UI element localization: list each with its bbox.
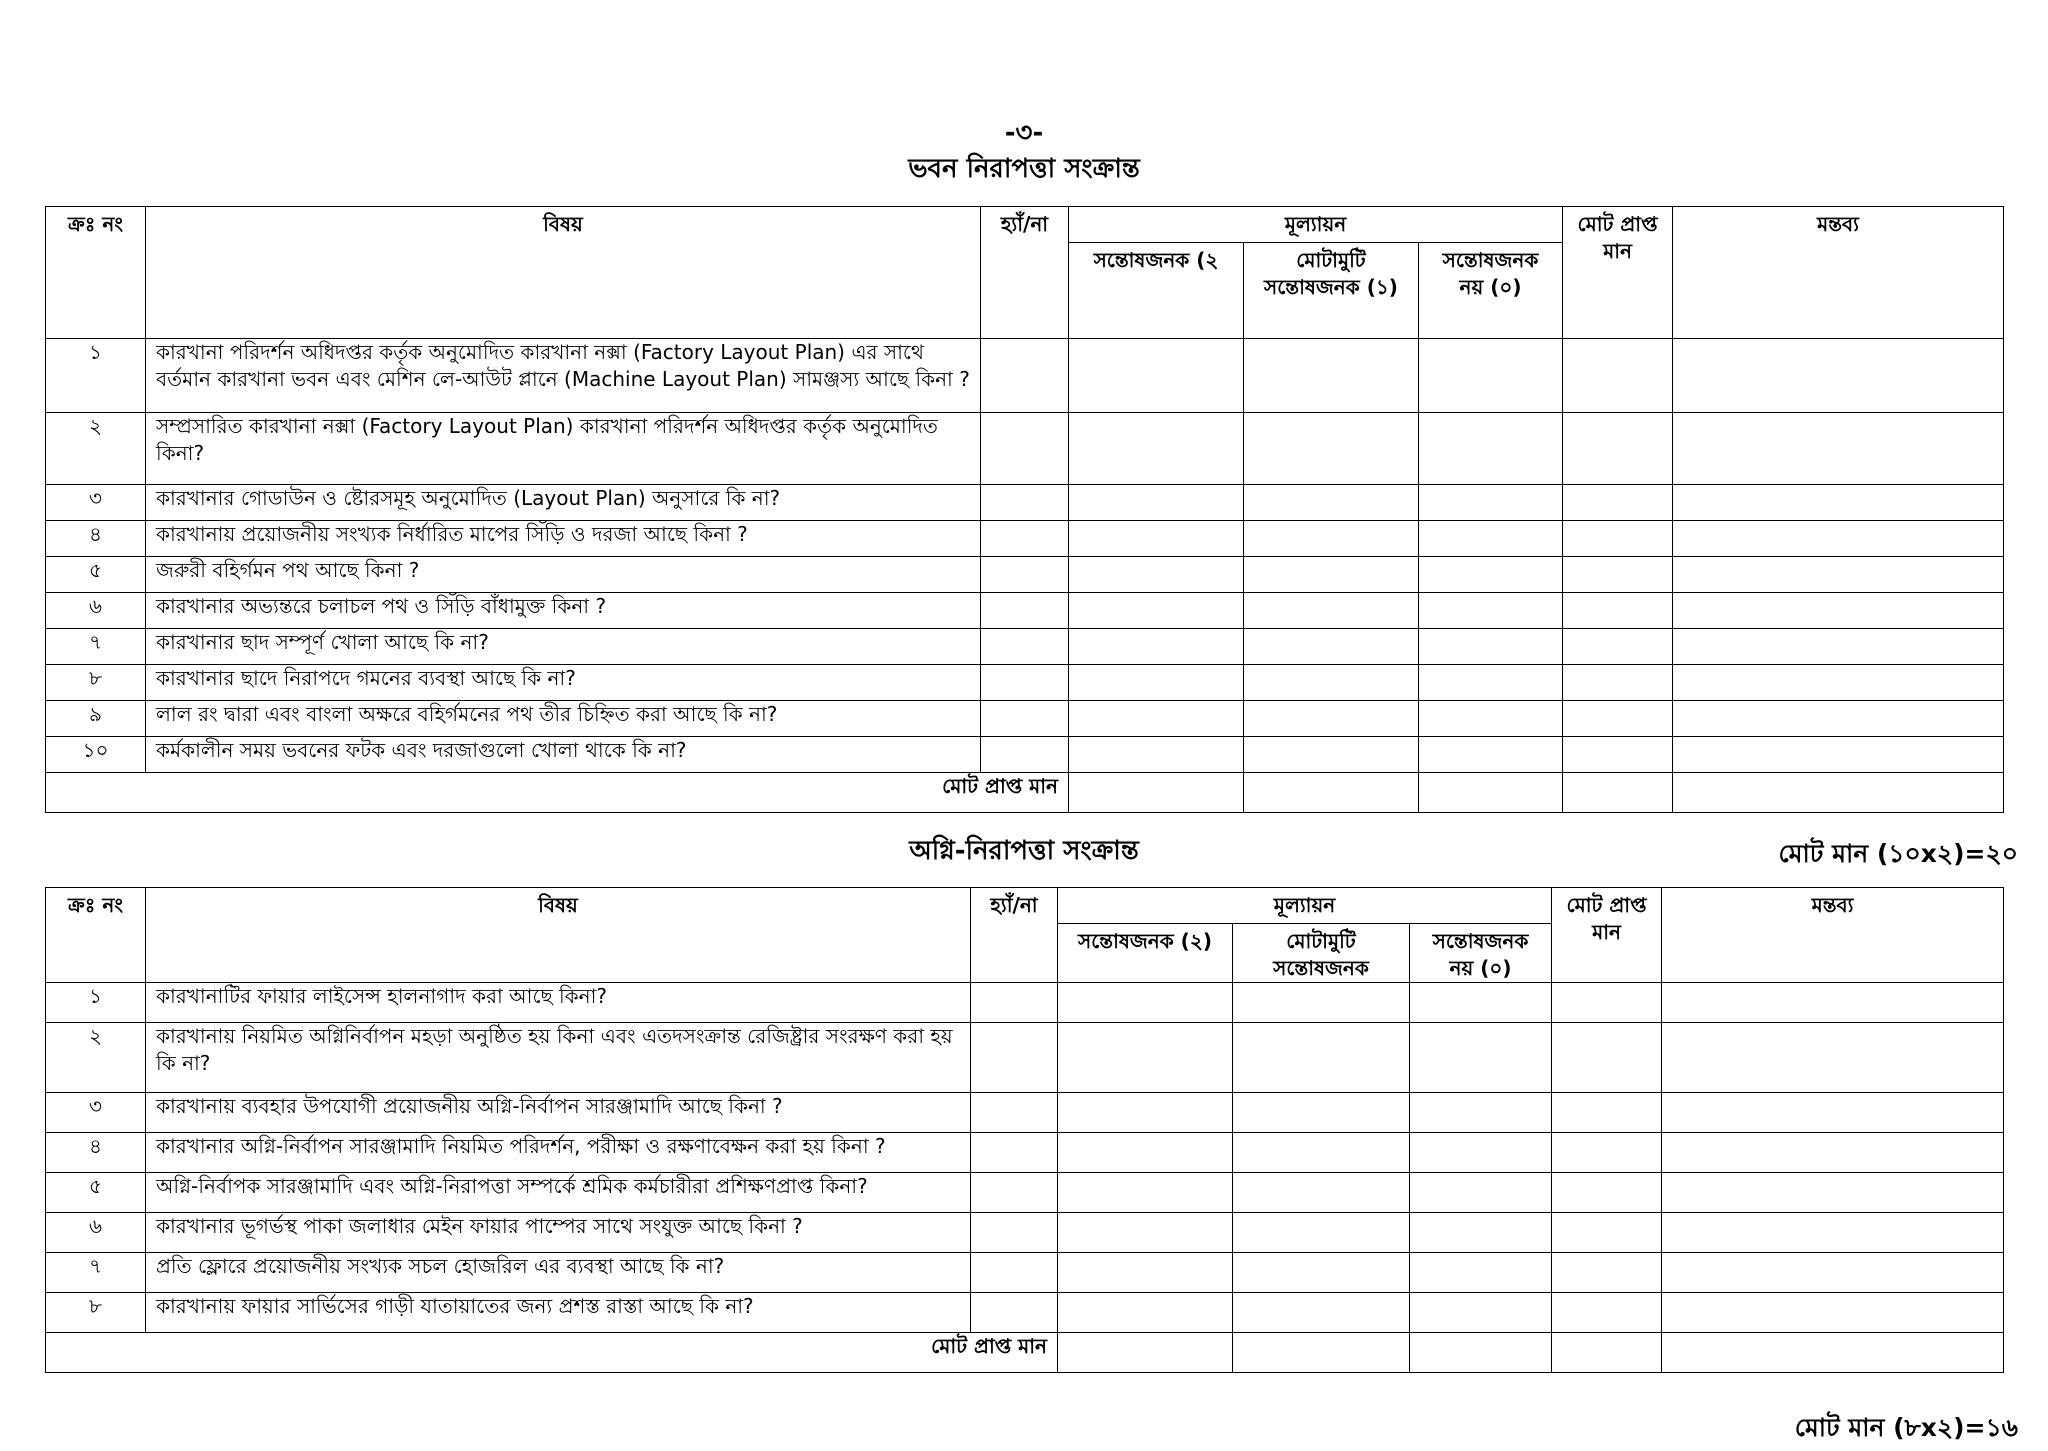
serial-number: ৯ <box>46 701 146 737</box>
unsatisfactory-cell[interactable] <box>1419 737 1563 773</box>
serial-number: ৮ <box>46 665 146 701</box>
serial-number: ৫ <box>46 1173 146 1213</box>
building-safety-table <box>45 206 2004 813</box>
subject-text: লাল রং দ্বারা এবং বাংলা অক্ষরে বহির্গমনের পথ তীর চিহ্নিত করা আছে কি না? <box>146 701 981 737</box>
remarks-cell[interactable] <box>1662 1253 2004 1293</box>
yes-no-cell[interactable] <box>981 339 1069 413</box>
total-cell[interactable] <box>1673 773 2004 813</box>
moderate-header: মোটামুটি সন্তোষজনক <box>1233 924 1410 983</box>
unsatisfactory-header: সন্তোষজনক নয় (০) <box>1410 924 1552 983</box>
total-obtained-label: মোট প্রাপ্ত মান <box>46 1333 1058 1373</box>
unsatisfactory-cell[interactable] <box>1419 701 1563 737</box>
total-obtained-header: মোট প্রাপ্ত মান <box>1552 888 1662 983</box>
serial-header: ক্রঃ নং <box>46 888 146 983</box>
table-row <box>46 701 2004 737</box>
unsatisfactory-cell[interactable] <box>1410 1253 1552 1293</box>
moderate-cell[interactable] <box>1244 485 1419 521</box>
remarks-cell[interactable] <box>1662 1293 2004 1333</box>
unsatisfactory-cell[interactable] <box>1410 1023 1552 1093</box>
remarks-cell[interactable] <box>1673 737 2004 773</box>
total-obtained-label: মোট প্রাপ্ত মান <box>46 773 1069 813</box>
serial-number: ৫ <box>46 557 146 593</box>
satisfactory-cell[interactable] <box>1069 557 1244 593</box>
serial-number: ৬ <box>46 1213 146 1253</box>
satisfactory-cell[interactable] <box>1069 701 1244 737</box>
remarks-cell[interactable] <box>1662 1133 2004 1173</box>
remarks-cell[interactable] <box>1673 339 2004 413</box>
moderate-cell[interactable] <box>1244 413 1419 485</box>
total-obtained-cell[interactable] <box>1563 485 1673 521</box>
unsatisfactory-cell[interactable] <box>1410 1213 1552 1253</box>
yes-no-cell[interactable] <box>971 1253 1058 1293</box>
yes-no-cell[interactable] <box>981 593 1069 629</box>
unsatisfactory-cell[interactable] <box>1419 485 1563 521</box>
serial-number: ৩ <box>46 485 146 521</box>
remarks-cell[interactable] <box>1662 1093 2004 1133</box>
table-row <box>46 339 2004 413</box>
subject-text: কারখানা পরিদর্শন অধিদপ্তর কর্তৃক অনুমোদিত কারখানা নক্সা (Factory Layout Plan) এর সাথে বর্তমান কারখানা ভবন এবং মেশিন লে-আউট প্লানে (Machine Layout Plan) সামঞ্জস্য আছে কিনা ? <box>146 339 981 413</box>
table-row <box>46 983 2004 1023</box>
yes-no-cell[interactable] <box>971 1023 1058 1093</box>
remarks-cell[interactable] <box>1662 1213 2004 1253</box>
yes-no-cell[interactable] <box>981 485 1069 521</box>
moderate-cell[interactable] <box>1244 701 1419 737</box>
moderate-cell[interactable] <box>1233 1213 1410 1253</box>
serial-number: ১ <box>46 339 146 413</box>
moderate-cell[interactable] <box>1233 1133 1410 1173</box>
unsatisfactory-cell[interactable] <box>1419 629 1563 665</box>
table-row <box>46 629 2004 665</box>
total-obtained-cell[interactable] <box>1563 665 1673 701</box>
subject-text: কারখানাটির ফায়ার লাইসেন্স হালনাগাদ করা আছে কিনা? <box>146 983 971 1023</box>
remarks-header: মন্তব্য <box>1673 207 2004 339</box>
table-row <box>46 1253 2004 1293</box>
total-obtained-cell[interactable] <box>1563 557 1673 593</box>
total-cell[interactable] <box>1233 1333 1410 1373</box>
subject-text: কারখানার ছাদে নিরাপদে গমনের ব্যবস্থা আছে কি না? <box>146 665 981 701</box>
total-obtained-cell[interactable] <box>1563 629 1673 665</box>
total-cell[interactable] <box>1662 1333 2004 1373</box>
unsatisfactory-cell[interactable] <box>1419 557 1563 593</box>
unsatisfactory-cell[interactable] <box>1410 983 1552 1023</box>
moderate-cell[interactable] <box>1244 737 1419 773</box>
yes-no-header: হ্যাঁ/না <box>971 888 1058 983</box>
satisfactory-header: সন্তোষজনক (২ <box>1069 243 1244 339</box>
serial-number: ৪ <box>46 1133 146 1173</box>
total-obtained-header: মোট প্রাপ্ত মান <box>1563 207 1673 339</box>
serial-number: ৭ <box>46 629 146 665</box>
total-obtained-cell[interactable] <box>1552 1213 1662 1253</box>
unsatisfactory-cell[interactable] <box>1410 1293 1552 1333</box>
total-obtained-cell[interactable] <box>1563 413 1673 485</box>
serial-number: ২ <box>46 1023 146 1093</box>
total-cell[interactable] <box>1069 773 1244 813</box>
unsatisfactory-cell[interactable] <box>1419 521 1563 557</box>
building-safety-title: ভবন নিরাপত্তা সংক্রান্ত <box>908 154 1140 184</box>
serial-number: ৪ <box>46 521 146 557</box>
table-row <box>46 413 2004 485</box>
yes-no-cell[interactable] <box>981 737 1069 773</box>
moderate-cell[interactable] <box>1233 1093 1410 1133</box>
fire-safety-table <box>45 887 2004 1373</box>
subject-header: বিষয় <box>146 888 971 983</box>
subject-text: কর্মকালীন সময় ভবনের ফটক এবং দরজাগুলো খোলা থাকে কি না? <box>146 737 981 773</box>
serial-number: ২ <box>46 413 146 485</box>
evaluation-header: মূল্যায়ন <box>1069 207 1563 243</box>
yes-no-cell[interactable] <box>971 1173 1058 1213</box>
satisfactory-cell[interactable] <box>1069 593 1244 629</box>
total-obtained-cell[interactable] <box>1552 983 1662 1023</box>
subject-text: কারখানার অভ্যন্তরে চলাচল পথ ও সিঁড়ি বাঁধামুক্ত কিনা ? <box>146 593 981 629</box>
building-total-marks: মোট মান (১০x২)=২০ <box>1778 839 2018 868</box>
subject-text: কারখানায় প্রয়োজনীয় সংখ্যক নির্ধারিত মাপের সিঁড়ি ও দরজা আছে কিনা ? <box>146 521 981 557</box>
moderate-cell[interactable] <box>1244 557 1419 593</box>
moderate-cell[interactable] <box>1233 1293 1410 1333</box>
serial-number: ১০ <box>46 737 146 773</box>
yes-no-cell[interactable] <box>971 1293 1058 1333</box>
subject-text: কারখানার ছাদ সম্পূর্ণ খোলা আছে কি না? <box>146 629 981 665</box>
satisfactory-cell[interactable] <box>1058 1173 1233 1213</box>
remarks-header: মন্তব্য <box>1662 888 2004 983</box>
serial-number: ৮ <box>46 1293 146 1333</box>
satisfactory-cell[interactable] <box>1058 1213 1233 1253</box>
table-row <box>46 521 2004 557</box>
moderate-cell[interactable] <box>1233 1173 1410 1213</box>
satisfactory-cell[interactable] <box>1069 521 1244 557</box>
satisfactory-cell[interactable] <box>1058 1133 1233 1173</box>
yes-no-cell[interactable] <box>981 413 1069 485</box>
moderate-cell[interactable] <box>1244 521 1419 557</box>
fire-safety-title: অগ্নি-নিরাপত্তা সংক্রান্ত <box>909 836 1139 866</box>
satisfactory-cell[interactable] <box>1069 737 1244 773</box>
yes-no-cell[interactable] <box>981 629 1069 665</box>
total-obtained-cell[interactable] <box>1563 701 1673 737</box>
satisfactory-cell[interactable] <box>1069 413 1244 485</box>
yes-no-cell[interactable] <box>971 1213 1058 1253</box>
total-obtained-cell[interactable] <box>1552 1293 1662 1333</box>
subject-text: কারখানায় ফায়ার সার্ভিসের গাড়ী যাতায়াতের জন্য প্রশস্ত রাস্তা আছে কি না? <box>146 1293 971 1333</box>
remarks-cell[interactable] <box>1662 1173 2004 1213</box>
satisfactory-cell[interactable] <box>1069 485 1244 521</box>
yes-no-cell[interactable] <box>981 701 1069 737</box>
serial-number: ৬ <box>46 593 146 629</box>
total-cell[interactable] <box>1563 773 1673 813</box>
remarks-cell[interactable] <box>1673 557 2004 593</box>
moderate-cell[interactable] <box>1233 983 1410 1023</box>
total-cell[interactable] <box>1419 773 1563 813</box>
table-row <box>46 1173 2004 1213</box>
total-obtained-cell[interactable] <box>1552 1093 1662 1133</box>
total-obtained-cell[interactable] <box>1552 1133 1662 1173</box>
yes-no-cell[interactable] <box>981 665 1069 701</box>
total-cell[interactable] <box>1244 773 1419 813</box>
subject-text: প্রতি ফ্লোরে প্রয়োজনীয় সংখ্যক সচল হোজরিল এর ব্যবস্থা আছে কি না? <box>146 1253 971 1293</box>
total-obtained-cell[interactable] <box>1563 521 1673 557</box>
yes-no-cell[interactable] <box>981 521 1069 557</box>
moderate-cell[interactable] <box>1233 1023 1410 1093</box>
table-row <box>46 593 2004 629</box>
table-row <box>46 1023 2004 1093</box>
unsatisfactory-cell[interactable] <box>1410 1173 1552 1213</box>
unsatisfactory-cell[interactable] <box>1410 1133 1552 1173</box>
table-row <box>46 1213 2004 1253</box>
yes-no-cell[interactable] <box>971 983 1058 1023</box>
evaluation-header: মূল্যায়ন <box>1058 888 1552 924</box>
subject-text: কারখানার ভূগর্ভস্থ পাকা জলাধার মেইন ফায়ার পাম্পের সাথে সংযুক্ত আছে কিনা ? <box>146 1213 971 1253</box>
total-obtained-cell[interactable] <box>1563 593 1673 629</box>
table-row <box>46 485 2004 521</box>
satisfactory-cell[interactable] <box>1058 1253 1233 1293</box>
total-cell[interactable] <box>1058 1333 1233 1373</box>
serial-number: ১ <box>46 983 146 1023</box>
moderate-cell[interactable] <box>1244 629 1419 665</box>
satisfactory-header: সন্তোষজনক (২) <box>1058 924 1233 983</box>
satisfactory-cell[interactable] <box>1058 1023 1233 1093</box>
subject-text: কারখানায় নিয়মিত অগ্নিনির্বাপন মহড়া অনুষ্ঠিত হয় কিনা এবং এতদসংক্রান্ত রেজিষ্ট্রার সংরক্ষণ করা হয় কি না? <box>146 1023 971 1093</box>
remarks-cell[interactable] <box>1662 983 2004 1023</box>
satisfactory-cell[interactable] <box>1058 1093 1233 1133</box>
table-row <box>46 557 2004 593</box>
remarks-cell[interactable] <box>1673 701 2004 737</box>
subject-text: কারখানার অগ্নি-নির্বাপন সারঞ্জামাদি নিয়মিত পরিদর্শন, পরীক্ষা ও রক্ষণাবেক্ষন করা হয় কিনা ? <box>146 1133 971 1173</box>
total-obtained-cell[interactable] <box>1563 737 1673 773</box>
subject-text: জরুরী বহির্গমন পথ আছে কিনা ? <box>146 557 981 593</box>
total-cell[interactable] <box>1552 1333 1662 1373</box>
satisfactory-cell[interactable] <box>1069 665 1244 701</box>
satisfactory-cell[interactable] <box>1058 983 1233 1023</box>
remarks-cell[interactable] <box>1673 521 2004 557</box>
satisfactory-cell[interactable] <box>1069 629 1244 665</box>
unsatisfactory-cell[interactable] <box>1419 665 1563 701</box>
moderate-cell[interactable] <box>1244 339 1419 413</box>
serial-number: ৩ <box>46 1093 146 1133</box>
remarks-cell[interactable] <box>1673 629 2004 665</box>
total-obtained-cell[interactable] <box>1552 1023 1662 1093</box>
satisfactory-cell[interactable] <box>1069 339 1244 413</box>
subject-header: বিষয় <box>146 207 981 339</box>
page-number: -৩- <box>1004 118 1044 148</box>
subject-text: সম্প্রসারিত কারখানা নক্সা (Factory Layout Plan) কারখানা পরিদর্শন অধিদপ্তর কর্তৃক অনুমোদিত কিনা? <box>146 413 981 485</box>
table-row <box>46 737 2004 773</box>
unsatisfactory-header: সন্তোষজনক নয় (০) <box>1419 243 1563 339</box>
table-row <box>46 665 2004 701</box>
remarks-cell[interactable] <box>1673 665 2004 701</box>
subject-text: কারখানায় ব্যবহার উপযোগী প্রয়োজনীয় অগ্নি-নির্বাপন সারঞ্জামাদি আছে কিনা ? <box>146 1093 971 1133</box>
table-row <box>46 1093 2004 1133</box>
serial-number: ৭ <box>46 1253 146 1293</box>
yes-no-cell[interactable] <box>971 1093 1058 1133</box>
unsatisfactory-cell[interactable] <box>1419 593 1563 629</box>
unsatisfactory-cell[interactable] <box>1410 1093 1552 1133</box>
moderate-cell[interactable] <box>1244 593 1419 629</box>
serial-header: ক্রঃ নং <box>46 207 146 339</box>
moderate-cell[interactable] <box>1233 1253 1410 1293</box>
subject-text: কারখানার গোডাউন ও ষ্টোরসমূহ অনুমোদিত (Layout Plan) অনুসারে কি না? <box>146 485 981 521</box>
remarks-cell[interactable] <box>1662 1023 2004 1093</box>
remarks-cell[interactable] <box>1673 485 2004 521</box>
total-obtained-cell[interactable] <box>1552 1173 1662 1213</box>
yes-no-cell[interactable] <box>971 1133 1058 1173</box>
table-row <box>46 1293 2004 1333</box>
satisfactory-cell[interactable] <box>1058 1293 1233 1333</box>
total-obtained-cell[interactable] <box>1563 339 1673 413</box>
moderate-header: মোটামুটি সন্তোষজনক (১) <box>1244 243 1419 339</box>
table-row <box>46 1133 2004 1173</box>
subject-text: অগ্নি-নির্বাপক সারঞ্জামাদি এবং অগ্নি-নিরাপত্তা সম্পর্কে শ্রমিক কর্মচারীরা প্রশিক্ষণপ্রাপ্ত কিনা? <box>146 1173 971 1213</box>
yes-no-cell[interactable] <box>981 557 1069 593</box>
fire-total-marks: মোট মান (৮x২)=১৬ <box>1794 1413 2018 1442</box>
unsatisfactory-cell[interactable] <box>1419 339 1563 413</box>
remarks-cell[interactable] <box>1673 593 2004 629</box>
total-obtained-cell[interactable] <box>1552 1253 1662 1293</box>
moderate-cell[interactable] <box>1244 665 1419 701</box>
yes-no-header: হ্যাঁ/না <box>981 207 1069 339</box>
remarks-cell[interactable] <box>1673 413 2004 485</box>
unsatisfactory-cell[interactable] <box>1419 413 1563 485</box>
total-cell[interactable] <box>1410 1333 1552 1373</box>
